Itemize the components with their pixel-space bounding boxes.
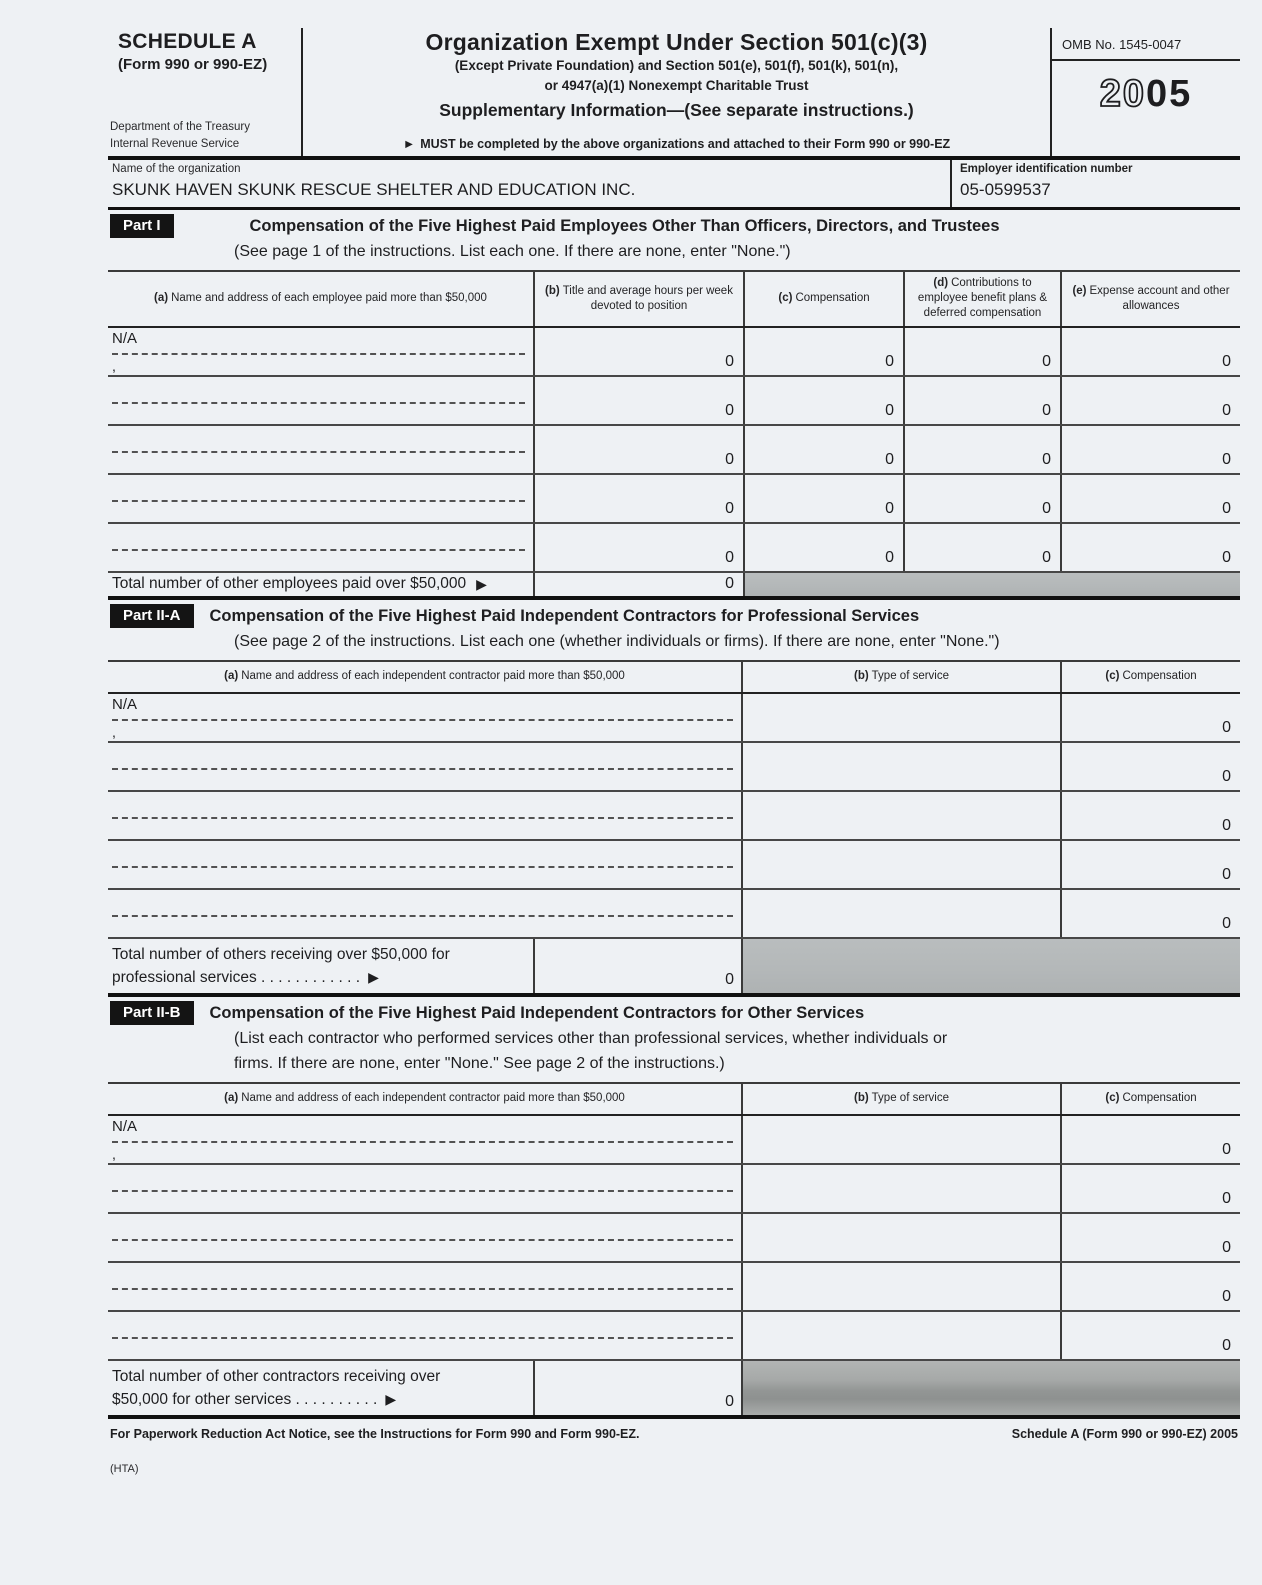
- expense-value: 0: [1060, 426, 1240, 473]
- hta-mark: (HTA): [110, 1463, 139, 1476]
- compensation-value: 0: [1060, 1263, 1240, 1310]
- form-subtitle-1: (Except Private Foundation) and Section 501(e), 501(f), 501(k), 501(n),: [454, 58, 899, 73]
- compensation-value: 0: [1060, 1165, 1240, 1212]
- part1-chip: Part I: [110, 214, 174, 238]
- part1-col-a-header: [108, 272, 533, 326]
- compensation-value: 0: [1060, 792, 1240, 839]
- contractor-name-cell: [108, 1116, 741, 1163]
- employee-name-cell: [108, 377, 533, 424]
- form-subtitle-2: or 4947(a)(1) Nonexempt Charitable Trust: [544, 77, 809, 93]
- part1-total-label: [108, 573, 533, 596]
- form-header: [108, 28, 1240, 160]
- contractor-address: [112, 1290, 741, 1310]
- col-tag: (c): [778, 292, 793, 305]
- part1-total-text: Total number of other employees paid over $50,000: [112, 575, 467, 593]
- department-line2: Internal Revenue Service: [110, 137, 240, 150]
- part1-total-value: 0: [533, 573, 743, 596]
- service-type-value: [741, 792, 1060, 839]
- part2a-total-line2-wrap: [112, 966, 533, 989]
- part1-col-e-header: [1060, 272, 1240, 326]
- employee-row: [108, 524, 1240, 573]
- part2b-total-line1: Total number of other contractors receiving over: [112, 1367, 441, 1385]
- part2b-total-row: [108, 1361, 1240, 1420]
- col-tag: (e): [1072, 284, 1087, 297]
- contributions-value: 0: [903, 475, 1060, 522]
- employee-name: [112, 426, 533, 451]
- part1-header-bar: [108, 210, 1240, 239]
- contractor-name-cell: [108, 841, 741, 888]
- department-line1: Department of the Treasury: [110, 120, 250, 133]
- compensation-value: 0: [743, 328, 903, 375]
- part2b-total-value: 0: [533, 1361, 741, 1416]
- col-text: Title and average hours per week devoted to position: [562, 284, 733, 312]
- part2b-subtitle-line2: firms. If there are none, enter "None." See page 2 of the instructions.): [234, 1054, 725, 1072]
- contractor-row: [108, 890, 1240, 939]
- contractor-row: [108, 743, 1240, 792]
- part2a-header-bar: [108, 600, 1240, 629]
- title-hours-value: 0: [533, 524, 743, 571]
- contractor-address: [112, 1192, 741, 1212]
- employee-address: ,: [112, 357, 116, 374]
- right-pointer-icon: ►: [402, 137, 416, 151]
- expense-value: 0: [1060, 475, 1240, 522]
- compensation-value: 0: [1060, 841, 1240, 888]
- contractor-name: [112, 1165, 741, 1190]
- employee-name: N/A: [112, 329, 138, 347]
- part2a-chip: Part II-A: [110, 604, 194, 628]
- compensation-value: 0: [743, 524, 903, 571]
- header-center-box: [303, 28, 1050, 156]
- col-text: Name and address of each independent contractor paid more than $50,000: [241, 670, 625, 683]
- contractor-name: [112, 743, 741, 768]
- contractor-address: [112, 819, 741, 839]
- contractor-name-cell: [108, 1263, 741, 1310]
- part1-col-c-header: [743, 272, 903, 326]
- col-tag: (a): [224, 670, 239, 683]
- organization-row: [108, 160, 1240, 210]
- part2b-total-label: [108, 1361, 533, 1416]
- part2a-title: Compensation of the Five Highest Paid Independent Contractors for Professional Services: [209, 606, 920, 625]
- contractor-name: [112, 792, 741, 817]
- contractor-name-cell: [108, 694, 741, 741]
- omb-number: OMB No. 1545-0047: [1052, 28, 1240, 61]
- contractor-row: [108, 1263, 1240, 1312]
- contractor-name: N/A: [112, 1117, 138, 1135]
- schedule-label: SCHEDULE A: [118, 30, 257, 53]
- col-tag: (c): [1105, 670, 1120, 683]
- part1-subtitle: (See page 1 of the instructions. List each one. If there are none, enter "None."): [234, 243, 791, 260]
- employee-address: [112, 453, 533, 473]
- service-type-value: [741, 890, 1060, 937]
- ein-label: Employer identification number: [960, 163, 1133, 175]
- employee-address: [112, 502, 533, 522]
- form-title: Organization Exempt Under Section 501(c)(3): [425, 29, 928, 55]
- part2a-total-value: 0: [533, 939, 741, 994]
- employee-name-cell: [108, 524, 533, 571]
- department-block: [110, 119, 293, 154]
- schedule-id-footer: Schedule A (Form 990 or 990-EZ) 2005: [1011, 1427, 1238, 1442]
- part2b-subtitle-line1: (List each contractor who performed services other than professional services, whether individuals or: [234, 1030, 948, 1048]
- contractor-address: [112, 770, 741, 790]
- organization-name-value: SKUNK HAVEN SKUNK RESCUE SHELTER AND EDUCATION INC.: [112, 180, 636, 199]
- contractor-name: [112, 1214, 741, 1239]
- contributions-value: 0: [903, 377, 1060, 424]
- right-triangle-icon: ▶: [385, 1390, 397, 1407]
- compensation-value: 0: [1060, 743, 1240, 790]
- compensation-value: 0: [1060, 1312, 1240, 1359]
- employee-address: [112, 551, 533, 571]
- contractor-address: [112, 1241, 741, 1261]
- must-note-text: MUST be completed by the above organizations and attached to their Form 990 or 990-EZ: [420, 137, 951, 151]
- compensation-value: 0: [743, 377, 903, 424]
- part2b-subtitle: [108, 1026, 1240, 1082]
- contractor-name: [112, 890, 741, 915]
- contractor-row: [108, 841, 1240, 890]
- compensation-value: 0: [743, 426, 903, 473]
- organization-name-label: Name of the organization: [112, 163, 241, 175]
- form-footer: [108, 1419, 1240, 1441]
- col-text: Type of service: [871, 670, 950, 683]
- contributions-value: 0: [903, 524, 1060, 571]
- part2a-subtitle: (See page 2 of the instructions. List each one (whether individuals or firms). If there are none, enter "None."): [234, 632, 1000, 650]
- part2a-col-b-header: [741, 662, 1060, 692]
- employee-name-cell: [108, 426, 533, 473]
- part1-total-row: [108, 573, 1240, 600]
- employee-row: [108, 475, 1240, 524]
- col-tag: (b): [853, 1092, 869, 1105]
- part2b-table-header: [108, 1082, 1240, 1116]
- col-tag: (c): [1105, 1092, 1120, 1105]
- compensation-value: 0: [1060, 1214, 1240, 1261]
- contractor-address: ,: [112, 723, 116, 740]
- part1-title: Compensation of the Five Highest Paid Employees Other Than Officers, Directors, and Trustees: [249, 217, 1000, 235]
- part2a-total-row: [108, 939, 1240, 998]
- contractor-address: [112, 1339, 741, 1359]
- compensation-value: 0: [1060, 1116, 1240, 1163]
- employee-name: [112, 377, 533, 402]
- contractor-name-cell: [108, 1214, 741, 1261]
- contractor-name: [112, 1312, 741, 1337]
- contractor-address: ,: [112, 1145, 116, 1162]
- expense-value: 0: [1060, 377, 1240, 424]
- compensation-value: 0: [743, 475, 903, 522]
- part2b-col-b-header: [741, 1084, 1060, 1114]
- col-tag: (a): [224, 1092, 239, 1105]
- contractor-row: [108, 1312, 1240, 1361]
- right-triangle-icon: ▶: [476, 575, 487, 592]
- part2b-total-line2-wrap: [112, 1388, 533, 1411]
- header-right-box: [1050, 28, 1240, 156]
- contributions-value: 0: [903, 426, 1060, 473]
- contractor-address: [112, 868, 741, 888]
- service-type-value: [741, 1165, 1060, 1212]
- organization-name-cell: [108, 160, 950, 207]
- service-type-value: [741, 694, 1060, 741]
- employee-row: [108, 426, 1240, 475]
- employee-name-cell: [108, 475, 533, 522]
- tax-year-century: 20: [1099, 73, 1146, 115]
- contractor-name: N/A: [112, 695, 138, 713]
- col-text: Name and address of each employee paid more than $50,000: [171, 292, 487, 305]
- col-text: Compensation: [1122, 1092, 1197, 1105]
- ein-value: 05-0599537: [960, 180, 1051, 199]
- contractor-row: [108, 1116, 1240, 1165]
- col-tag: (b): [853, 670, 869, 683]
- part2a-total-label: [108, 939, 533, 994]
- form-ref-label: (Form 990 or 990-EZ): [118, 56, 268, 73]
- part2a-table-header: [108, 660, 1240, 694]
- part2b-col-a-header: [108, 1084, 741, 1114]
- tax-year-decade: 05: [1146, 73, 1193, 115]
- expense-value: 0: [1060, 328, 1240, 375]
- contractor-name-cell: [108, 792, 741, 839]
- title-hours-value: 0: [533, 426, 743, 473]
- service-type-value: [741, 1214, 1060, 1261]
- col-text: Expense account and other allowances: [1089, 284, 1230, 312]
- compensation-value: 0: [1060, 694, 1240, 741]
- col-text: Type of service: [871, 1092, 950, 1105]
- contractor-name: [112, 841, 741, 866]
- service-type-value: [741, 1116, 1060, 1163]
- col-tag: (a): [154, 292, 169, 305]
- col-tag: (d): [933, 277, 949, 290]
- shaded-cell: [743, 573, 1240, 596]
- service-type-value: [741, 1312, 1060, 1359]
- col-text: Contributions to employee benefit plans & deferred compensation: [917, 277, 1048, 320]
- contractor-row: [108, 792, 1240, 841]
- contractor-name-cell: [108, 743, 741, 790]
- tax-year: [1052, 73, 1240, 116]
- part1-col-b-header: [533, 272, 743, 326]
- employee-address: [112, 404, 533, 424]
- employee-name-cell: [108, 328, 533, 375]
- contractor-address: [112, 917, 741, 937]
- employee-name: [112, 475, 533, 500]
- header-left-box: [108, 28, 303, 156]
- title-hours-value: 0: [533, 475, 743, 522]
- col-tag: (b): [545, 284, 560, 297]
- part2b-title: Compensation of the Five Highest Paid Independent Contractors for Other Services: [209, 1004, 865, 1023]
- employee-row: [108, 328, 1240, 377]
- shaded-cell: [741, 1361, 1240, 1416]
- part2b-total-line2: $50,000 for other services . . . . . . . . . .: [112, 1390, 378, 1408]
- ein-cell: [950, 160, 1240, 207]
- compensation-value: 0: [1060, 890, 1240, 937]
- contractor-name: [112, 1263, 741, 1288]
- title-hours-value: 0: [533, 377, 743, 424]
- contractor-name-cell: [108, 890, 741, 937]
- contractor-name-cell: [108, 1312, 741, 1359]
- service-type-value: [741, 1263, 1060, 1310]
- contractor-name-cell: [108, 1165, 741, 1212]
- part2b-col-c-header: [1060, 1084, 1240, 1114]
- employee-name: [112, 524, 533, 549]
- contributions-value: 0: [903, 328, 1060, 375]
- shaded-cell: [741, 939, 1240, 994]
- part2a-col-a-header: [108, 662, 741, 692]
- contractor-row: [108, 1214, 1240, 1263]
- employee-row: [108, 377, 1240, 426]
- col-text: Compensation: [795, 292, 870, 305]
- expense-value: 0: [1060, 524, 1240, 571]
- schedule-a-form-page: [108, 28, 1240, 1475]
- service-type-value: [741, 743, 1060, 790]
- supplementary-info-label: Supplementary Information—(See separate instructions.): [439, 100, 914, 121]
- part2a-total-line1: Total number of others receiving over $50,000 for: [112, 945, 450, 963]
- col-text: Compensation: [1122, 670, 1197, 683]
- service-type-value: [741, 841, 1060, 888]
- part2a-col-c-header: [1060, 662, 1240, 692]
- col-text: Name and address of each independent contractor paid more than $50,000: [241, 1092, 625, 1105]
- must-note: [313, 137, 1040, 154]
- part2b-chip: Part II-B: [110, 1001, 194, 1025]
- part2b-header-bar: [108, 997, 1240, 1026]
- paperwork-notice: For Paperwork Reduction Act Notice, see the Instructions for Form 990 and Form 990-EZ.: [110, 1427, 640, 1442]
- part1-col-d-header: [903, 272, 1060, 326]
- part2a-total-line2: professional services . . . . . . . . . . . .: [112, 968, 361, 986]
- part1-table-header: [108, 270, 1240, 328]
- contractor-row: [108, 1165, 1240, 1214]
- contractor-row: [108, 694, 1240, 743]
- title-hours-value: 0: [533, 328, 743, 375]
- right-triangle-icon: ▶: [368, 968, 379, 985]
